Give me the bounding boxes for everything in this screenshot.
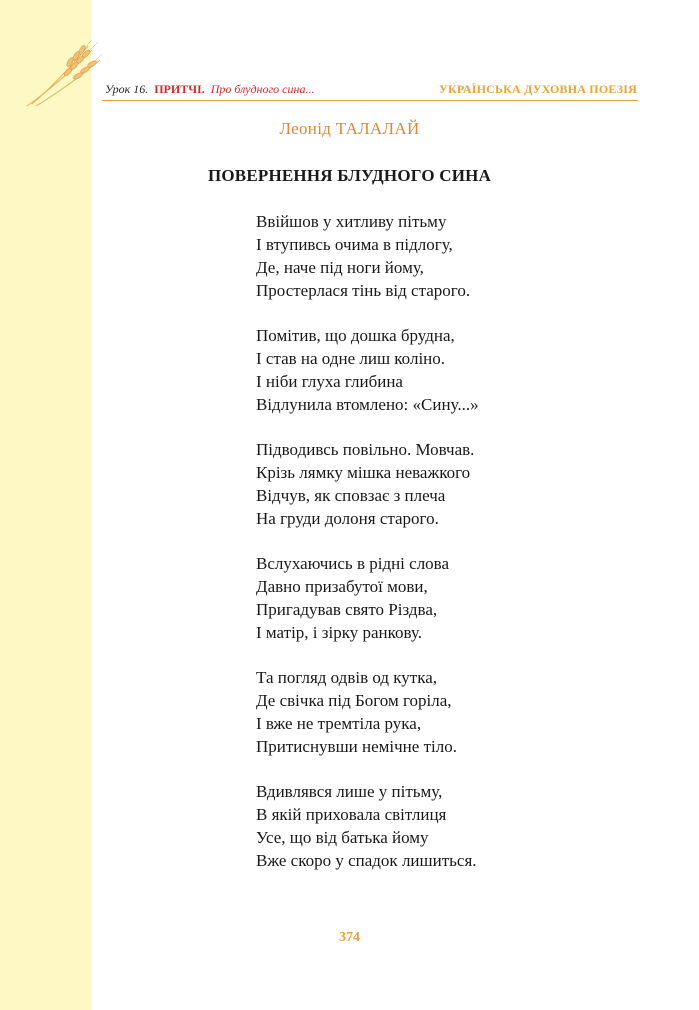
- poem-line: Підводивсь повільно. Мовчав.: [256, 440, 475, 459]
- poem-line: Усе, що від батька йому: [256, 828, 429, 847]
- wheat-icon: [22, 40, 102, 110]
- poem-author: Леонід ТАЛАЛАЙ: [279, 119, 420, 138]
- header-left: [105, 82, 314, 97]
- poem-line: Крізь лямку мішка неважкого: [256, 463, 471, 482]
- page-header: [105, 79, 637, 99]
- poem-line: Вдивлявся лише у пітьму,: [256, 782, 443, 801]
- lesson-label: Урок 16.: [105, 82, 149, 96]
- poem-line: Ввійшов у хитливу пітьму: [256, 212, 447, 231]
- poem-line: Притиснувши немічне тіло.: [256, 737, 457, 756]
- poem-line: І ніби глуха глибина: [256, 372, 403, 391]
- poem-line: На груди долоня старого.: [256, 509, 439, 528]
- poem-body: [256, 210, 479, 894]
- stanza: [256, 324, 479, 416]
- poem-line: Відлунила втомлено: «Сину...»: [256, 395, 479, 414]
- poem-line: Де, наче під ноги йому,: [256, 258, 424, 277]
- poem-line: Давно призабутої мови,: [256, 577, 428, 596]
- poem-line: Помітив, що дошка брудна,: [256, 326, 455, 345]
- poem-line: І став на одне лиш коліно.: [256, 349, 446, 368]
- poem-title: ПОВЕРНЕННЯ БЛУДНОГО СИНА: [207, 166, 492, 185]
- poem-line: І втупивсь очима в підлогу,: [256, 235, 453, 254]
- poem-line: І матір, і зірку ранкову.: [256, 623, 423, 642]
- poem-line: Де свічка під Богом горіла,: [256, 691, 452, 710]
- section-label: ПРИТЧІ.: [154, 82, 205, 96]
- poem-line: І вже не тремтіла рука,: [256, 714, 422, 733]
- poem-line: Вже скоро у спадок лишиться.: [256, 851, 477, 870]
- poem-line: Пригадував свято Різдва,: [256, 600, 438, 619]
- book-section-title: УКРАЇНСЬКА ДУХОВНА ПОЕЗІЯ: [438, 82, 637, 96]
- stanza: [256, 552, 479, 644]
- section-subtitle: Про блудного сина...: [210, 82, 315, 96]
- stanza: [256, 438, 479, 530]
- stanza: [256, 210, 479, 302]
- poem-line: Відчув, як сповзає з плеча: [256, 486, 446, 505]
- poem-line: Та погляд одвів од кутка,: [256, 668, 438, 687]
- page-number: 374: [339, 930, 360, 945]
- poem-line: В якій приховала світлиця: [256, 805, 447, 824]
- header-divider: [102, 100, 638, 101]
- stanza: [256, 780, 479, 872]
- poem-line: Вслухаючись в рідні слова: [256, 554, 450, 573]
- side-band: [0, 0, 91, 1010]
- stanza: [256, 666, 479, 758]
- poem-line: Простерлася тінь від старого.: [256, 281, 471, 300]
